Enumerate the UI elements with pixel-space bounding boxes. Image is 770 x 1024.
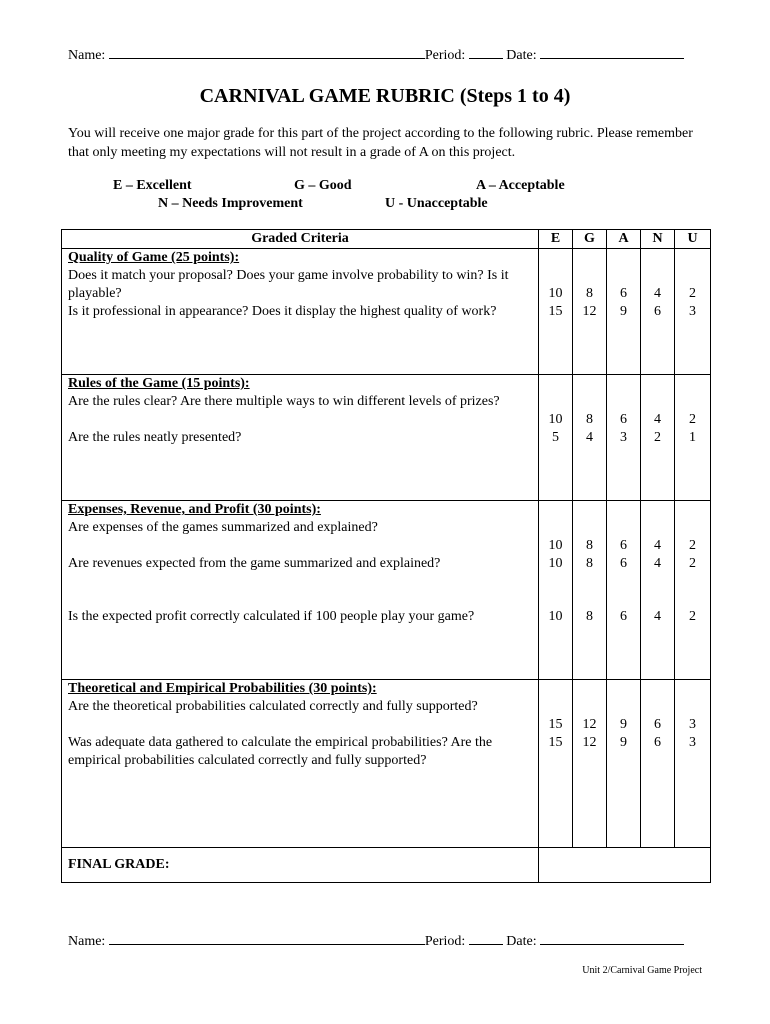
- section-heading: Rules of the Game (15 points):: [68, 376, 250, 391]
- final-grade-cell[interactable]: [539, 848, 711, 883]
- criteria-text: Are revenues expected from the game summarized and explained?: [68, 556, 441, 571]
- header-n: N: [641, 230, 675, 249]
- key-needs-improvement: N – Needs Improvement: [158, 196, 303, 211]
- criteria-cell: [62, 555, 539, 608]
- criteria-cell: [62, 303, 539, 375]
- date-blank-bottom[interactable]: [540, 932, 684, 945]
- score-cell-u[interactable]: 3: [675, 680, 711, 735]
- score-cell-g[interactable]: 8: [573, 555, 607, 608]
- score-cell-e[interactable]: 10: [539, 555, 573, 608]
- key-good: G – Good: [294, 178, 352, 193]
- criteria-cell: [62, 375, 539, 430]
- table-row: [62, 429, 711, 501]
- criteria-cell: [62, 429, 539, 501]
- key-excellent: E – Excellent: [113, 178, 192, 193]
- period-blank[interactable]: [469, 46, 503, 59]
- score-cell-u[interactable]: 3: [675, 303, 711, 375]
- header-a: A: [607, 230, 641, 249]
- criteria-cell: [62, 501, 539, 556]
- score-cell-e[interactable]: 10: [539, 249, 573, 304]
- section-heading: Expenses, Revenue, and Profit (30 points):: [68, 502, 321, 517]
- header-name-row: Name: Period: Date:: [68, 46, 684, 64]
- table-row: [62, 608, 711, 680]
- final-grade-row: [62, 848, 711, 883]
- score-cell-g[interactable]: 12: [573, 680, 607, 735]
- section-heading: Theoretical and Empirical Probabilities (30 points):: [68, 681, 377, 696]
- score-cell-u[interactable]: 2: [675, 555, 711, 608]
- score-cell-n[interactable]: 4: [641, 501, 675, 556]
- intro-paragraph: You will receive one major grade for this part of the project according to the following rubric. Please remember that only meeting my expectations will not result in a grade of A on this project.: [68, 126, 693, 160]
- score-cell-e[interactable]: 10: [539, 501, 573, 556]
- score-cell-e[interactable]: 10: [539, 375, 573, 430]
- score-cell-e[interactable]: 15: [539, 680, 573, 735]
- criteria-cell: [62, 734, 539, 848]
- score-cell-n[interactable]: 4: [641, 375, 675, 430]
- criteria-text: Are expenses of the games summarized and explained?: [68, 520, 378, 535]
- table-row: [62, 555, 711, 608]
- table-row: [62, 501, 711, 556]
- score-cell-n[interactable]: 4: [641, 555, 675, 608]
- score-cell-g[interactable]: 12: [573, 734, 607, 848]
- score-cell-e[interactable]: 15: [539, 303, 573, 375]
- score-cell-e[interactable]: 15: [539, 734, 573, 848]
- header-e: E: [539, 230, 573, 249]
- score-cell-a[interactable]: 3: [607, 429, 641, 501]
- table-row: [62, 375, 711, 430]
- score-cell-a[interactable]: 6: [607, 375, 641, 430]
- score-cell-a[interactable]: 9: [607, 680, 641, 735]
- table-row: [62, 303, 711, 375]
- footer-label: Unit 2/Carnival Game Project: [582, 965, 702, 976]
- criteria-text: Does it match your proposal? Does your game involve probability to win? Is it playable?: [68, 268, 509, 301]
- score-cell-g[interactable]: 8: [573, 375, 607, 430]
- rubric-table: [61, 229, 711, 883]
- score-cell-u[interactable]: 3: [675, 734, 711, 848]
- criteria-text: Are the theoretical probabilities calculated correctly and fully supported?: [68, 699, 478, 714]
- name-blank-bottom[interactable]: [109, 932, 425, 945]
- final-grade-label: FINAL GRADE:: [62, 848, 539, 883]
- header-criteria: Graded Criteria: [62, 230, 539, 249]
- score-cell-a[interactable]: 9: [607, 734, 641, 848]
- score-cell-a[interactable]: 6: [607, 608, 641, 680]
- score-cell-n[interactable]: 4: [641, 249, 675, 304]
- score-cell-e[interactable]: 10: [539, 608, 573, 680]
- table-row: [62, 680, 711, 735]
- score-cell-g[interactable]: 8: [573, 249, 607, 304]
- criteria-text: Are the rules clear? Are there multiple ways to win different levels of prizes?: [68, 394, 500, 409]
- footer-name-row: Name: Period: Date:: [68, 932, 684, 950]
- table-header-row: [62, 230, 711, 249]
- criteria-text: Was adequate data gathered to calculate the empirical probabilities? Are the empirical probabilities calculated correctly and fully supported?: [68, 735, 493, 768]
- score-cell-n[interactable]: 6: [641, 734, 675, 848]
- section-heading: Quality of Game (25 points):: [68, 250, 240, 265]
- score-cell-u[interactable]: 2: [675, 249, 711, 304]
- score-cell-u[interactable]: 2: [675, 501, 711, 556]
- score-cell-u[interactable]: 2: [675, 608, 711, 680]
- criteria-text: Is the expected profit correctly calculated if 100 people play your game?: [68, 609, 475, 624]
- score-cell-a[interactable]: 6: [607, 501, 641, 556]
- score-cell-g[interactable]: 4: [573, 429, 607, 501]
- score-cell-g[interactable]: 8: [573, 608, 607, 680]
- score-cell-a[interactable]: 6: [607, 555, 641, 608]
- score-cell-n[interactable]: 6: [641, 680, 675, 735]
- criteria-cell: [62, 249, 539, 304]
- key-acceptable: A – Acceptable: [476, 178, 565, 193]
- period-blank-bottom[interactable]: [469, 932, 503, 945]
- date-blank[interactable]: [540, 46, 684, 59]
- table-row: [62, 734, 711, 848]
- score-cell-g[interactable]: 12: [573, 303, 607, 375]
- score-cell-n[interactable]: 4: [641, 608, 675, 680]
- criteria-cell: [62, 608, 539, 680]
- name-blank[interactable]: [109, 46, 425, 59]
- score-cell-n[interactable]: 6: [641, 303, 675, 375]
- score-cell-u[interactable]: 2: [675, 375, 711, 430]
- table-row: [62, 249, 711, 304]
- score-cell-n[interactable]: 2: [641, 429, 675, 501]
- score-cell-a[interactable]: 9: [607, 303, 641, 375]
- score-cell-a[interactable]: 6: [607, 249, 641, 304]
- criteria-cell: [62, 680, 539, 735]
- score-cell-g[interactable]: 8: [573, 501, 607, 556]
- score-cell-u[interactable]: 1: [675, 429, 711, 501]
- criteria-text: Is it professional in appearance? Does it display the highest quality of work?: [68, 304, 497, 319]
- page-title: CARNIVAL GAME RUBRIC (Steps 1 to 4): [199, 85, 571, 107]
- header-g: G: [573, 230, 607, 249]
- score-cell-e[interactable]: 5: [539, 429, 573, 501]
- key-unacceptable: U - Unacceptable: [385, 196, 488, 211]
- criteria-text: Are the rules neatly presented?: [68, 430, 242, 445]
- header-u: U: [675, 230, 711, 249]
